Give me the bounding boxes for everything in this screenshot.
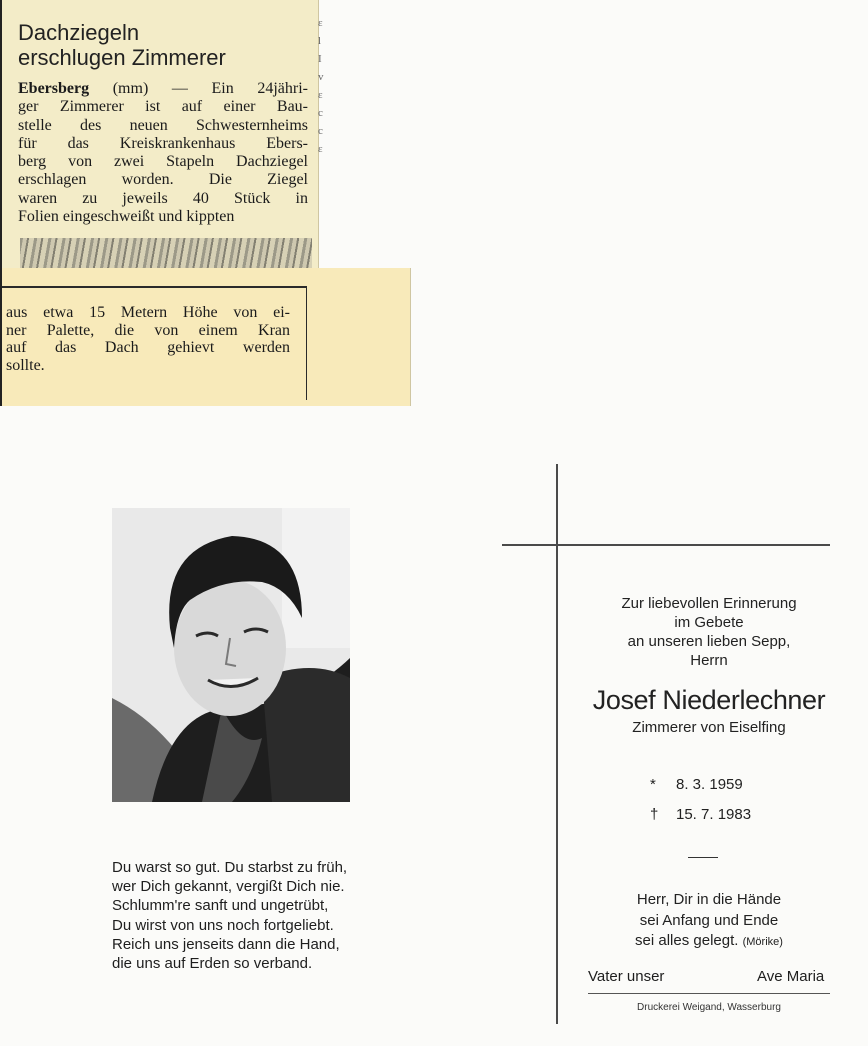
clipping-line: Folien eingeschweißt und kippten: [18, 208, 235, 226]
prayer-right: Ave Maria: [757, 968, 825, 985]
death-row: [650, 806, 751, 823]
newspaper-clipping-continuation: [0, 268, 411, 406]
printer-credit: Druckerei Weigand, Wasserburg: [637, 1002, 781, 1013]
memorial-poem: [112, 858, 412, 973]
verse-line-last: [588, 931, 830, 953]
verse-line: sei Anfang und Ende: [639, 911, 779, 929]
clipping-line: ger Zimmerer ist auf einer Bau-: [18, 98, 308, 116]
prayer-left: Vater unser: [588, 968, 665, 985]
intro-line: Zur liebevollen Erinnerung: [621, 595, 797, 612]
clipping-line: für das Kreiskrankenhaus Ebers-: [18, 134, 308, 152]
clipping-line: waren zu jeweils 40 Stück in: [18, 189, 308, 207]
deceased-occupation: Zimmerer von Eiselfing: [632, 719, 786, 736]
verse-author: (Mörike): [742, 936, 783, 948]
continuation-line: aus etwa 15 Metern Höhe von ei-: [6, 304, 290, 321]
cross-horizontal-bar: [502, 544, 830, 546]
poem-line: Schlumm're sanft und ungetrübt,: [112, 897, 329, 915]
portrait-illustration: [112, 508, 350, 802]
clipping-line: erschlagen worden. Die Ziegel: [18, 171, 308, 189]
continuation-line: ner Palette, die von einem Kran: [6, 321, 290, 339]
printer-divider: [588, 993, 830, 994]
poem-line: Du wirst von uns noch fortgeliebt.: [112, 916, 334, 934]
headline-line-2: erschlugen Zimmerer: [18, 45, 226, 70]
death-cross-icon: †: [650, 806, 659, 823]
verse-line: Herr, Dir in die Hände: [636, 891, 782, 908]
birth-date: 8. 3. 1959: [676, 776, 743, 793]
clipping-headline: [18, 20, 308, 70]
headline-line-1: Dachziegeln: [18, 20, 140, 45]
death-date: 15. 7. 1983: [676, 806, 752, 823]
birth-star-icon: *: [650, 776, 656, 793]
clipping-photo-strip: [20, 238, 312, 268]
continuation-line: sollte.: [6, 356, 45, 374]
clipping-body: [18, 80, 308, 226]
remembrance-intro: [588, 594, 830, 670]
divider-dash: [688, 857, 718, 858]
clipping-continuation-body: [6, 304, 290, 374]
cross-vertical-bar: [556, 464, 558, 1024]
poem-line: Reich uns jenseits dann die Hand,: [112, 935, 340, 953]
clipping-line: (mm) — Ein 24jähri-: [89, 80, 308, 97]
deceased-name: Josef Niederlechner: [592, 685, 826, 715]
verse-line: sei alles gelegt.: [635, 932, 739, 949]
intro-line: im Gebete: [674, 614, 744, 631]
poem-line: Du warst so gut. Du starbst zu früh,: [112, 859, 348, 876]
clipping-byline: Ebersberg: [18, 80, 90, 97]
poem-line: die uns auf Erden so verband.: [112, 955, 313, 973]
portrait-photo: [112, 508, 350, 802]
clipping-left-rule: [0, 0, 2, 406]
intro-line: an unseren lieben Sepp,: [627, 633, 791, 650]
torn-edge-marks: ɛ l I v ε c c ɛ: [318, 17, 324, 155]
clipping-line: berg von zwei Stapeln Dachziegel: [18, 153, 308, 171]
clipping-line: stelle des neuen Schwesternheims: [18, 116, 308, 134]
closing-verse: [588, 890, 830, 953]
continuation-line: auf das Dach gehievt werden: [6, 339, 290, 356]
birth-row: [650, 776, 743, 793]
clipping-first-line: [18, 80, 308, 98]
newspaper-clipping-top: [0, 0, 319, 268]
poem-line: wer Dich gekannt, vergißt Dich nie.: [112, 878, 345, 896]
intro-line: Herrn: [690, 652, 728, 669]
